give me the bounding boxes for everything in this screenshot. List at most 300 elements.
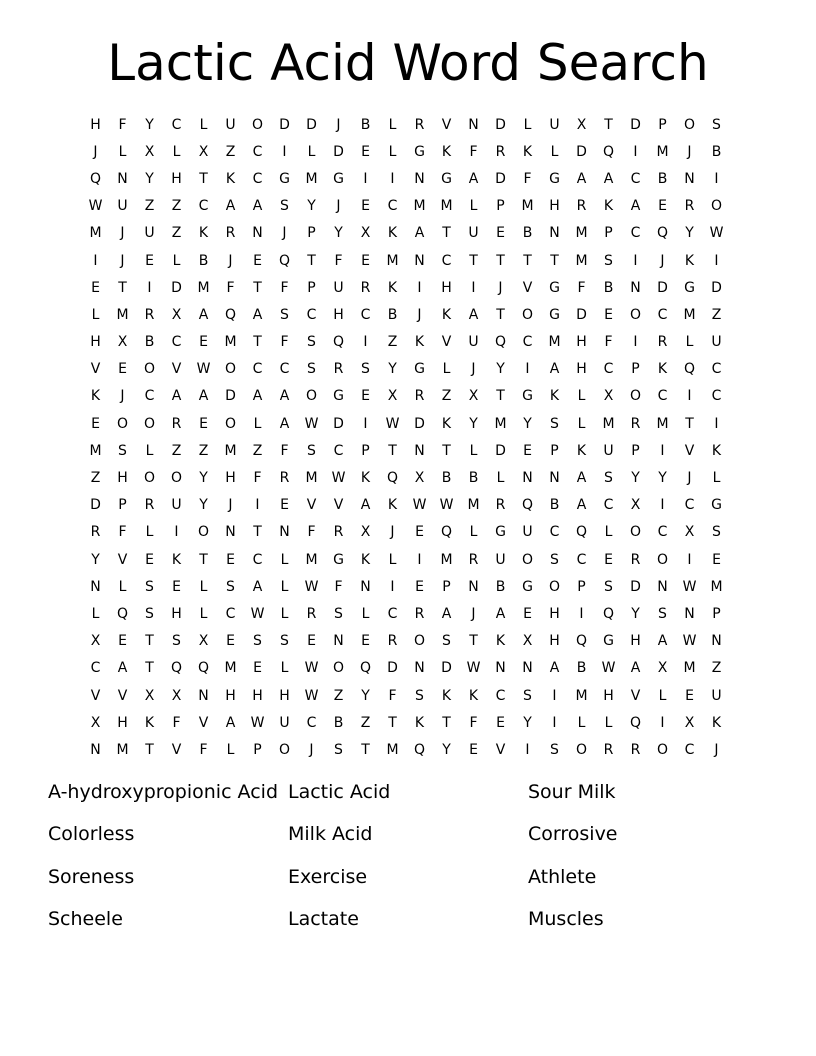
- grid-cell[interactable]: K: [441, 143, 452, 160]
- grid-cell[interactable]: E: [172, 578, 181, 595]
- grid-cell[interactable]: K: [441, 415, 452, 432]
- grid-cell[interactable]: A: [117, 660, 128, 677]
- grid-cell[interactable]: L: [388, 143, 397, 160]
- grid-cell[interactable]: C: [252, 361, 263, 378]
- grid-cell[interactable]: N: [414, 660, 425, 677]
- grid-cell[interactable]: G: [414, 143, 425, 160]
- grid-cell[interactable]: W: [466, 660, 481, 677]
- grid-cell[interactable]: X: [90, 714, 101, 731]
- grid-cell[interactable]: R: [360, 279, 371, 296]
- grid-cell[interactable]: S: [442, 633, 451, 650]
- grid-cell[interactable]: Y: [631, 470, 640, 487]
- grid-cell[interactable]: H: [117, 714, 128, 731]
- grid-cell[interactable]: E: [226, 551, 235, 568]
- grid-cell[interactable]: W: [304, 660, 319, 677]
- grid-cell[interactable]: N: [279, 524, 290, 541]
- grid-cell[interactable]: L: [469, 524, 478, 541]
- grid-cell[interactable]: C: [171, 116, 182, 133]
- grid-cell[interactable]: X: [171, 687, 182, 704]
- grid-cell[interactable]: D: [441, 660, 452, 677]
- grid-cell[interactable]: N: [468, 578, 479, 595]
- grid-cell[interactable]: M: [89, 442, 102, 459]
- grid-cell[interactable]: I: [660, 497, 665, 514]
- grid-cell[interactable]: S: [550, 741, 559, 758]
- grid-cell[interactable]: I: [417, 551, 422, 568]
- grid-cell[interactable]: M: [224, 442, 237, 459]
- grid-cell[interactable]: B: [657, 170, 668, 187]
- grid-cell[interactable]: X: [684, 714, 695, 731]
- grid-cell[interactable]: S: [334, 605, 343, 622]
- grid-cell[interactable]: B: [603, 279, 614, 296]
- grid-cell[interactable]: O: [224, 361, 237, 378]
- grid-cell[interactable]: L: [280, 660, 289, 677]
- grid-cell[interactable]: E: [253, 252, 262, 269]
- grid-cell[interactable]: Z: [252, 442, 263, 459]
- grid-cell[interactable]: H: [252, 687, 263, 704]
- grid-cell[interactable]: M: [386, 252, 399, 269]
- grid-cell[interactable]: Z: [360, 714, 371, 731]
- grid-cell[interactable]: F: [118, 116, 127, 133]
- grid-cell[interactable]: P: [577, 578, 586, 595]
- grid-cell[interactable]: A: [441, 605, 452, 622]
- grid-cell[interactable]: E: [712, 551, 721, 568]
- grid-cell[interactable]: B: [576, 660, 587, 677]
- grid-cell[interactable]: E: [145, 252, 154, 269]
- grid-cell[interactable]: C: [576, 551, 587, 568]
- grid-cell[interactable]: A: [252, 578, 263, 595]
- grid-cell[interactable]: T: [523, 252, 532, 269]
- grid-cell[interactable]: K: [360, 470, 371, 487]
- grid-cell[interactable]: T: [550, 252, 559, 269]
- grid-cell[interactable]: Z: [711, 306, 722, 323]
- grid-cell[interactable]: L: [307, 143, 316, 160]
- grid-cell[interactable]: L: [226, 741, 235, 758]
- grid-cell[interactable]: X: [603, 388, 614, 405]
- grid-cell[interactable]: M: [602, 415, 615, 432]
- grid-cell[interactable]: K: [603, 198, 614, 215]
- grid-cell[interactable]: K: [144, 714, 155, 731]
- grid-cell[interactable]: O: [332, 660, 345, 677]
- grid-cell[interactable]: H: [576, 334, 587, 351]
- grid-cell[interactable]: F: [280, 279, 289, 296]
- grid-cell[interactable]: R: [225, 225, 236, 242]
- grid-cell[interactable]: E: [658, 198, 667, 215]
- grid-cell[interactable]: E: [469, 741, 478, 758]
- grid-cell[interactable]: R: [630, 741, 641, 758]
- grid-cell[interactable]: J: [498, 279, 503, 296]
- grid-cell[interactable]: K: [711, 714, 722, 731]
- grid-cell[interactable]: K: [387, 225, 398, 242]
- grid-cell[interactable]: C: [252, 551, 263, 568]
- grid-cell[interactable]: C: [711, 388, 722, 405]
- grid-cell[interactable]: K: [360, 551, 371, 568]
- grid-cell[interactable]: P: [442, 578, 451, 595]
- grid-cell[interactable]: A: [630, 660, 641, 677]
- grid-cell[interactable]: C: [252, 170, 263, 187]
- grid-cell[interactable]: Y: [442, 741, 451, 758]
- grid-cell[interactable]: P: [604, 225, 613, 242]
- grid-cell[interactable]: J: [228, 252, 233, 269]
- grid-cell[interactable]: K: [198, 225, 209, 242]
- grid-cell[interactable]: P: [631, 442, 640, 459]
- grid-cell[interactable]: I: [525, 741, 530, 758]
- grid-cell[interactable]: T: [361, 741, 370, 758]
- grid-cell[interactable]: C: [441, 252, 452, 269]
- grid-cell[interactable]: I: [633, 143, 638, 160]
- grid-cell[interactable]: D: [333, 415, 344, 432]
- grid-cell[interactable]: U: [225, 116, 236, 133]
- grid-cell[interactable]: S: [334, 741, 343, 758]
- grid-cell[interactable]: I: [363, 170, 368, 187]
- grid-cell[interactable]: V: [684, 442, 695, 459]
- grid-cell[interactable]: E: [496, 714, 505, 731]
- grid-cell[interactable]: R: [657, 334, 668, 351]
- grid-cell[interactable]: C: [90, 660, 101, 677]
- grid-cell[interactable]: E: [307, 633, 316, 650]
- grid-cell[interactable]: K: [414, 714, 425, 731]
- grid-cell[interactable]: L: [577, 714, 586, 731]
- grid-cell[interactable]: R: [414, 388, 425, 405]
- grid-cell[interactable]: W: [304, 687, 319, 704]
- grid-cell[interactable]: Q: [224, 306, 237, 323]
- grid-cell[interactable]: X: [684, 524, 695, 541]
- grid-cell[interactable]: D: [333, 143, 344, 160]
- grid-cell[interactable]: C: [711, 361, 722, 378]
- grid-cell[interactable]: N: [360, 578, 371, 595]
- grid-cell[interactable]: V: [90, 361, 101, 378]
- grid-cell[interactable]: C: [684, 497, 695, 514]
- grid-cell[interactable]: M: [197, 279, 210, 296]
- grid-cell[interactable]: L: [577, 415, 586, 432]
- grid-cell[interactable]: Q: [359, 660, 372, 677]
- grid-cell[interactable]: C: [306, 714, 317, 731]
- grid-cell[interactable]: X: [90, 633, 101, 650]
- grid-cell[interactable]: U: [279, 714, 290, 731]
- grid-cell[interactable]: Z: [333, 687, 344, 704]
- grid-cell[interactable]: Y: [631, 605, 640, 622]
- grid-cell[interactable]: A: [549, 361, 560, 378]
- grid-cell[interactable]: O: [710, 198, 723, 215]
- grid-cell[interactable]: V: [522, 279, 533, 296]
- grid-cell[interactable]: Q: [116, 605, 129, 622]
- grid-cell[interactable]: H: [603, 687, 614, 704]
- grid-cell[interactable]: J: [417, 306, 422, 323]
- grid-cell[interactable]: Z: [171, 198, 182, 215]
- grid-cell[interactable]: V: [441, 334, 452, 351]
- grid-cell[interactable]: Q: [170, 660, 183, 677]
- grid-cell[interactable]: I: [525, 361, 530, 378]
- grid-cell[interactable]: N: [414, 442, 425, 459]
- grid-cell[interactable]: S: [172, 633, 181, 650]
- grid-cell[interactable]: F: [334, 252, 343, 269]
- grid-cell[interactable]: G: [522, 388, 533, 405]
- grid-cell[interactable]: B: [387, 306, 398, 323]
- grid-cell[interactable]: K: [387, 497, 398, 514]
- grid-cell[interactable]: R: [333, 361, 344, 378]
- grid-cell[interactable]: I: [255, 497, 260, 514]
- grid-cell[interactable]: Y: [334, 225, 343, 242]
- grid-cell[interactable]: W: [304, 415, 319, 432]
- grid-cell[interactable]: L: [496, 470, 505, 487]
- grid-cell[interactable]: O: [116, 415, 129, 432]
- grid-cell[interactable]: D: [630, 578, 641, 595]
- grid-cell[interactable]: D: [495, 170, 506, 187]
- grid-cell[interactable]: M: [710, 578, 723, 595]
- grid-cell[interactable]: V: [171, 741, 182, 758]
- grid-cell[interactable]: M: [467, 497, 480, 514]
- grid-cell[interactable]: M: [224, 334, 237, 351]
- grid-cell[interactable]: J: [471, 605, 476, 622]
- grid-cell[interactable]: D: [225, 388, 236, 405]
- grid-cell[interactable]: V: [90, 687, 101, 704]
- grid-cell[interactable]: S: [550, 551, 559, 568]
- grid-cell[interactable]: F: [577, 279, 586, 296]
- grid-cell[interactable]: F: [172, 714, 181, 731]
- grid-cell[interactable]: Z: [387, 334, 398, 351]
- grid-cell[interactable]: C: [684, 741, 695, 758]
- grid-cell[interactable]: J: [471, 361, 476, 378]
- grid-cell[interactable]: K: [576, 442, 587, 459]
- grid-cell[interactable]: O: [143, 470, 156, 487]
- grid-cell[interactable]: T: [496, 252, 505, 269]
- grid-cell[interactable]: M: [305, 470, 318, 487]
- grid-cell[interactable]: I: [552, 687, 557, 704]
- grid-cell[interactable]: L: [442, 361, 451, 378]
- grid-cell[interactable]: Y: [388, 361, 397, 378]
- grid-cell[interactable]: O: [251, 116, 264, 133]
- grid-cell[interactable]: N: [522, 470, 533, 487]
- grid-cell[interactable]: L: [145, 524, 154, 541]
- grid-cell[interactable]: R: [684, 198, 695, 215]
- grid-cell[interactable]: M: [440, 551, 453, 568]
- grid-cell[interactable]: M: [89, 225, 102, 242]
- grid-cell[interactable]: J: [660, 252, 665, 269]
- grid-cell[interactable]: W: [304, 578, 319, 595]
- grid-cell[interactable]: J: [309, 741, 314, 758]
- grid-cell[interactable]: K: [657, 361, 668, 378]
- letter-grid[interactable]: [82, 111, 730, 764]
- grid-cell[interactable]: F: [199, 741, 208, 758]
- grid-cell[interactable]: D: [279, 116, 290, 133]
- grid-cell[interactable]: H: [549, 198, 560, 215]
- grid-cell[interactable]: F: [307, 524, 316, 541]
- grid-cell[interactable]: Y: [199, 497, 208, 514]
- grid-cell[interactable]: A: [576, 170, 587, 187]
- grid-cell[interactable]: P: [253, 741, 262, 758]
- grid-cell[interactable]: D: [414, 415, 425, 432]
- grid-cell[interactable]: J: [336, 198, 341, 215]
- grid-cell[interactable]: N: [414, 252, 425, 269]
- grid-cell[interactable]: I: [93, 252, 98, 269]
- grid-cell[interactable]: O: [278, 741, 291, 758]
- grid-cell[interactable]: I: [363, 334, 368, 351]
- grid-cell[interactable]: Q: [413, 741, 426, 758]
- grid-cell[interactable]: T: [496, 388, 505, 405]
- grid-cell[interactable]: J: [282, 225, 287, 242]
- grid-cell[interactable]: L: [280, 605, 289, 622]
- grid-cell[interactable]: B: [441, 470, 452, 487]
- grid-cell[interactable]: B: [549, 497, 560, 514]
- grid-cell[interactable]: T: [253, 279, 262, 296]
- grid-cell[interactable]: K: [90, 388, 101, 405]
- grid-cell[interactable]: V: [495, 741, 506, 758]
- grid-cell[interactable]: C: [603, 361, 614, 378]
- grid-cell[interactable]: B: [333, 714, 344, 731]
- grid-cell[interactable]: Q: [602, 605, 615, 622]
- grid-cell[interactable]: B: [495, 578, 506, 595]
- grid-cell[interactable]: S: [307, 361, 316, 378]
- grid-cell[interactable]: X: [360, 225, 371, 242]
- grid-cell[interactable]: V: [171, 361, 182, 378]
- grid-cell[interactable]: L: [469, 198, 478, 215]
- grid-cell[interactable]: I: [660, 442, 665, 459]
- grid-cell[interactable]: Q: [278, 252, 291, 269]
- grid-cell[interactable]: P: [118, 497, 127, 514]
- grid-cell[interactable]: Y: [523, 714, 532, 731]
- grid-cell[interactable]: B: [360, 116, 371, 133]
- grid-cell[interactable]: L: [280, 551, 289, 568]
- grid-cell[interactable]: D: [90, 497, 101, 514]
- grid-cell[interactable]: A: [252, 306, 263, 323]
- grid-cell[interactable]: N: [549, 225, 560, 242]
- grid-cell[interactable]: X: [360, 524, 371, 541]
- grid-cell[interactable]: L: [91, 306, 100, 323]
- grid-cell[interactable]: A: [657, 633, 668, 650]
- grid-cell[interactable]: A: [279, 415, 290, 432]
- grid-cell[interactable]: L: [523, 116, 532, 133]
- grid-cell[interactable]: E: [685, 687, 694, 704]
- grid-cell[interactable]: J: [93, 143, 98, 160]
- grid-cell[interactable]: F: [280, 334, 289, 351]
- grid-cell[interactable]: L: [604, 714, 613, 731]
- grid-cell[interactable]: P: [307, 225, 316, 242]
- grid-cell[interactable]: R: [144, 497, 155, 514]
- grid-cell[interactable]: Q: [89, 170, 102, 187]
- grid-cell[interactable]: F: [469, 143, 478, 160]
- grid-cell[interactable]: U: [468, 225, 479, 242]
- grid-cell[interactable]: C: [306, 306, 317, 323]
- grid-cell[interactable]: R: [495, 497, 506, 514]
- grid-cell[interactable]: E: [496, 225, 505, 242]
- grid-cell[interactable]: U: [144, 225, 155, 242]
- grid-cell[interactable]: M: [656, 415, 669, 432]
- grid-cell[interactable]: M: [548, 334, 561, 351]
- grid-cell[interactable]: Z: [711, 660, 722, 677]
- grid-cell[interactable]: R: [414, 116, 425, 133]
- grid-cell[interactable]: C: [198, 198, 209, 215]
- grid-cell[interactable]: C: [630, 225, 641, 242]
- grid-cell[interactable]: Z: [171, 442, 182, 459]
- grid-cell[interactable]: D: [576, 306, 587, 323]
- grid-cell[interactable]: K: [684, 252, 695, 269]
- grid-cell[interactable]: K: [441, 687, 452, 704]
- grid-cell[interactable]: S: [658, 605, 667, 622]
- grid-cell[interactable]: X: [117, 334, 128, 351]
- grid-cell[interactable]: O: [521, 551, 534, 568]
- grid-cell[interactable]: U: [522, 524, 533, 541]
- grid-cell[interactable]: O: [683, 116, 696, 133]
- grid-cell[interactable]: A: [468, 306, 479, 323]
- grid-cell[interactable]: E: [604, 306, 613, 323]
- grid-cell[interactable]: U: [333, 279, 344, 296]
- grid-cell[interactable]: Q: [602, 143, 615, 160]
- grid-cell[interactable]: T: [496, 306, 505, 323]
- grid-cell[interactable]: A: [252, 388, 263, 405]
- grid-cell[interactable]: P: [307, 279, 316, 296]
- grid-cell[interactable]: G: [522, 578, 533, 595]
- grid-cell[interactable]: H: [171, 170, 182, 187]
- grid-cell[interactable]: N: [522, 660, 533, 677]
- grid-cell[interactable]: F: [118, 524, 127, 541]
- grid-cell[interactable]: U: [495, 551, 506, 568]
- grid-cell[interactable]: V: [117, 687, 128, 704]
- grid-cell[interactable]: R: [306, 605, 317, 622]
- grid-cell[interactable]: I: [552, 714, 557, 731]
- grid-cell[interactable]: T: [145, 741, 154, 758]
- grid-cell[interactable]: H: [441, 279, 452, 296]
- grid-cell[interactable]: F: [604, 334, 613, 351]
- grid-cell[interactable]: J: [120, 225, 125, 242]
- grid-cell[interactable]: E: [199, 415, 208, 432]
- grid-cell[interactable]: N: [684, 605, 695, 622]
- grid-cell[interactable]: C: [144, 388, 155, 405]
- grid-cell[interactable]: C: [657, 524, 668, 541]
- grid-cell[interactable]: W: [331, 470, 346, 487]
- grid-cell[interactable]: H: [333, 306, 344, 323]
- grid-cell[interactable]: Y: [523, 415, 532, 432]
- grid-cell[interactable]: X: [630, 497, 641, 514]
- grid-cell[interactable]: I: [714, 415, 719, 432]
- grid-cell[interactable]: X: [171, 306, 182, 323]
- grid-cell[interactable]: K: [171, 551, 182, 568]
- grid-cell[interactable]: V: [306, 497, 317, 514]
- grid-cell[interactable]: M: [305, 170, 318, 187]
- grid-cell[interactable]: M: [494, 415, 507, 432]
- grid-cell[interactable]: V: [333, 497, 344, 514]
- grid-cell[interactable]: G: [333, 388, 344, 405]
- grid-cell[interactable]: A: [549, 660, 560, 677]
- grid-cell[interactable]: Z: [441, 388, 452, 405]
- grid-cell[interactable]: N: [117, 170, 128, 187]
- grid-cell[interactable]: Y: [361, 687, 370, 704]
- grid-cell[interactable]: C: [522, 334, 533, 351]
- grid-cell[interactable]: X: [198, 633, 209, 650]
- grid-cell[interactable]: B: [522, 225, 533, 242]
- grid-cell[interactable]: N: [90, 741, 101, 758]
- grid-cell[interactable]: A: [576, 470, 587, 487]
- grid-cell[interactable]: D: [630, 116, 641, 133]
- grid-cell[interactable]: R: [630, 415, 641, 432]
- grid-cell[interactable]: I: [363, 415, 368, 432]
- grid-cell[interactable]: E: [361, 198, 370, 215]
- grid-cell[interactable]: X: [414, 470, 425, 487]
- grid-cell[interactable]: L: [280, 578, 289, 595]
- grid-cell[interactable]: H: [225, 470, 236, 487]
- grid-cell[interactable]: L: [199, 605, 208, 622]
- grid-cell[interactable]: T: [118, 279, 127, 296]
- grid-cell[interactable]: O: [548, 578, 561, 595]
- grid-cell[interactable]: W: [196, 361, 211, 378]
- grid-cell[interactable]: M: [683, 306, 696, 323]
- grid-cell[interactable]: A: [225, 714, 236, 731]
- grid-cell[interactable]: Q: [440, 524, 453, 541]
- grid-cell[interactable]: C: [549, 524, 560, 541]
- grid-cell[interactable]: I: [714, 170, 719, 187]
- grid-cell[interactable]: S: [307, 442, 316, 459]
- grid-cell[interactable]: L: [253, 415, 262, 432]
- grid-cell[interactable]: B: [144, 334, 155, 351]
- grid-cell[interactable]: G: [333, 551, 344, 568]
